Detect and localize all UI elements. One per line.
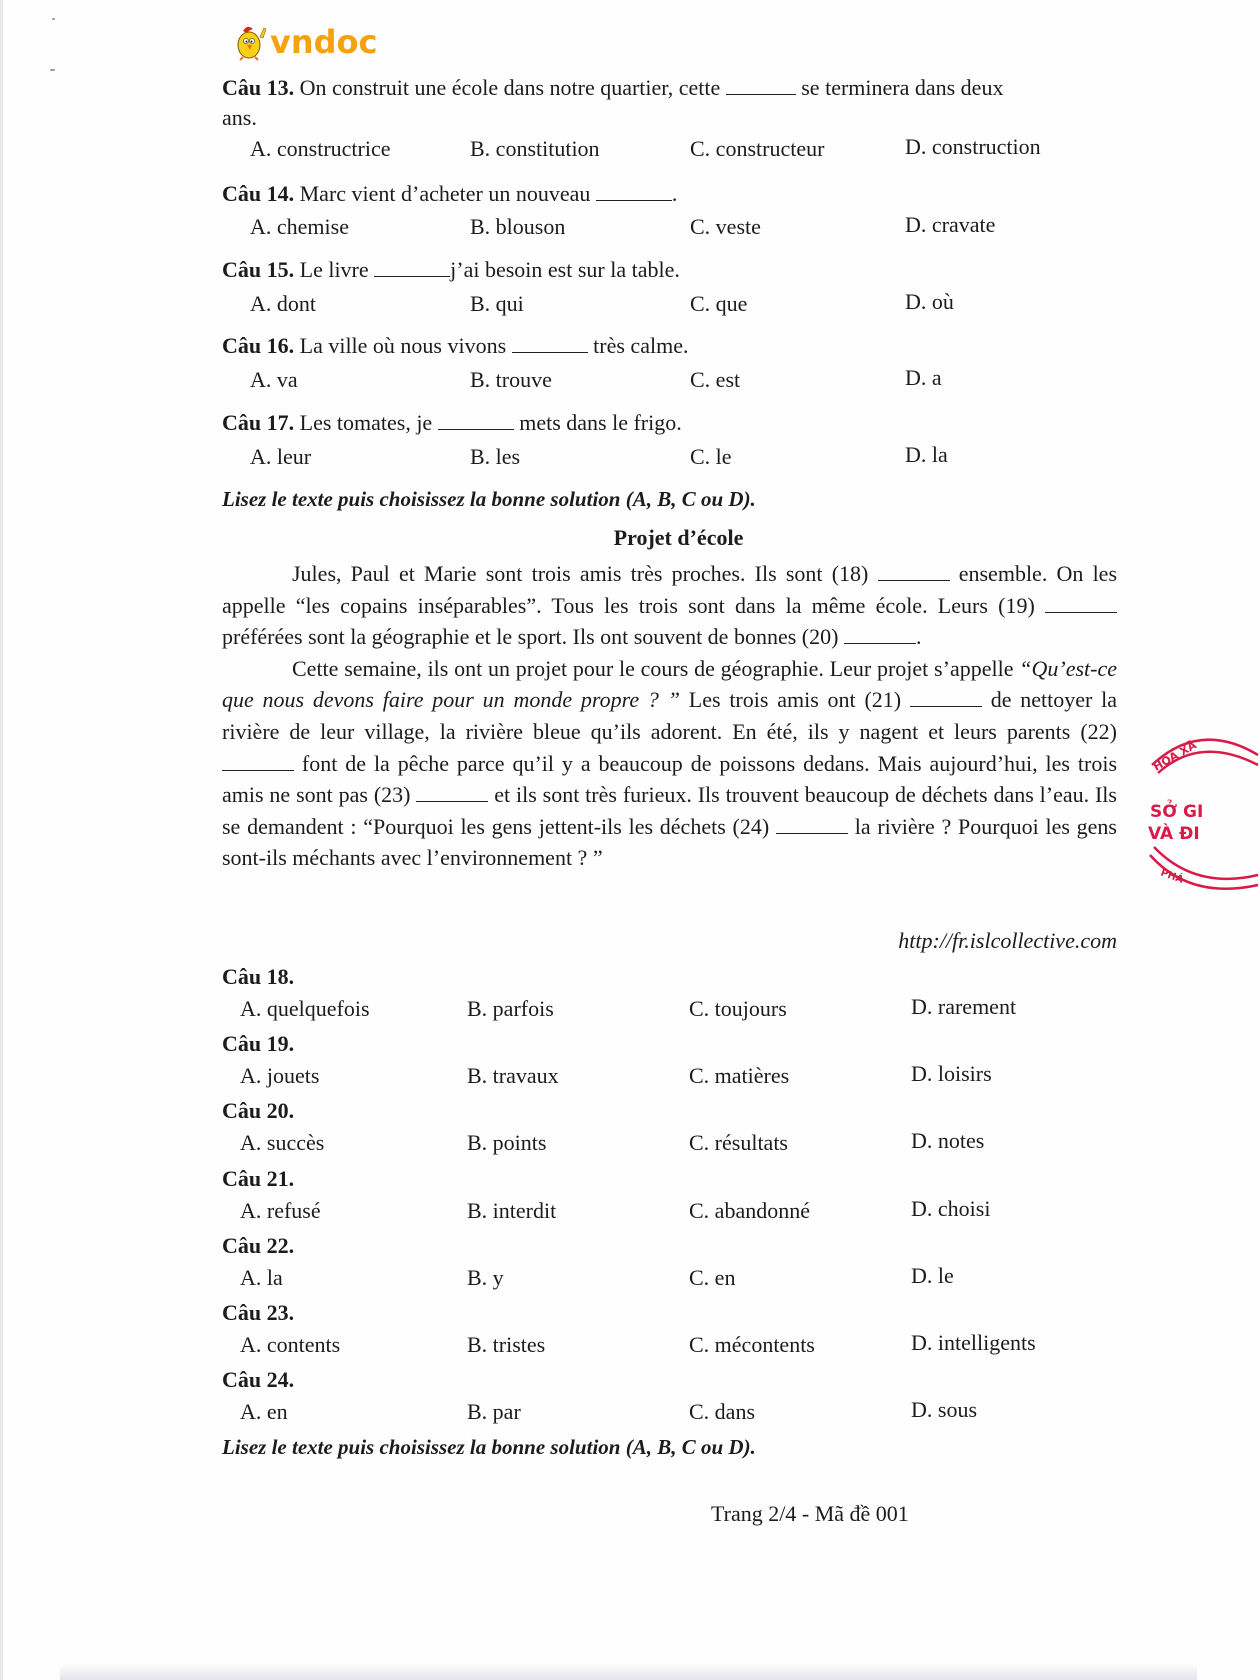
question-label: Câu 14. xyxy=(222,181,295,206)
option-d[interactable]: D. choisi xyxy=(911,1195,991,1221)
answer-blank xyxy=(374,258,450,277)
blank-18 xyxy=(878,562,950,581)
scan-speck xyxy=(52,18,55,20)
project-title-quote: “Qu’est-ce que nous devons faire pour un monde propre ? ” xyxy=(222,655,1117,713)
option-b[interactable]: B. blouson xyxy=(470,214,566,239)
answer-blank xyxy=(596,182,672,201)
reading-instruction-2: Lisez le texte puis choisissez la bonne solution (A, B, C ou D). xyxy=(222,1435,756,1459)
question-13 xyxy=(222,75,1003,101)
passage-segment: . xyxy=(915,624,922,650)
option-a[interactable]: A. constructrice xyxy=(250,136,391,161)
passage-segment: préférées sont la géographie et le sport. Ils ont souvent de bonnes (20) xyxy=(222,624,839,650)
question-13-continuation: ans. xyxy=(222,105,257,130)
passage-segment: et ils sont très furieux. Ils trouvent beaucoup de déchets dans l’eau. Ils se demandent : “Pourquoi les gens jettent-ils les déchets (24) xyxy=(222,782,1117,839)
question-label: Câu 17. xyxy=(222,410,295,435)
question-label: Câu 18. xyxy=(222,964,295,989)
stamp-text-top: HÒA XÃ xyxy=(1151,738,1199,774)
passage-paragraph-1 xyxy=(222,558,1117,653)
question-label: Câu 13. xyxy=(222,75,295,100)
question-16 xyxy=(222,333,688,359)
option-a[interactable]: A. chemise xyxy=(250,214,349,239)
option-d[interactable]: D. intelligents xyxy=(911,1330,1036,1355)
option-a[interactable]: A. refusé xyxy=(240,1197,321,1223)
option-c[interactable]: C. constructeur xyxy=(690,136,825,161)
option-d[interactable]: D. le xyxy=(911,1262,954,1288)
stamp-text-mid-1: SỞ GI xyxy=(1150,802,1204,822)
option-c[interactable]: C. le xyxy=(690,444,732,469)
question-text: très calme. xyxy=(593,333,689,358)
passage-segment: font de la pêche parce qu’il y a beaucoup de poissons dedans. Mais aujourd’hui, les trois amis ne sont pas (23) xyxy=(222,750,1118,808)
reading-instruction: Lisez le texte puis choisissez la bonne solution (A, B, C ou D). xyxy=(222,487,756,511)
blank-23 xyxy=(416,783,488,802)
stamp-text-mid-2: VÀ ĐI xyxy=(1148,824,1200,844)
passage-segment: de nettoyer la rivière de leur village, la rivière bleue qu’ils adorent. En été, ils y nagent et leurs parents (22) xyxy=(222,687,1118,744)
passage-title: Projet d’école xyxy=(613,525,744,550)
option-b[interactable]: B. points xyxy=(467,1130,547,1156)
option-a[interactable]: A. la xyxy=(240,1264,283,1290)
option-d[interactable]: D. sous xyxy=(911,1397,978,1423)
passage-text xyxy=(222,558,1117,874)
option-d[interactable]: D. construction xyxy=(905,134,1041,159)
option-b[interactable]: B. qui xyxy=(470,291,524,316)
passage-segment: Les trois amis ont (21) xyxy=(688,687,902,713)
question-label: Câu 22. xyxy=(222,1232,295,1258)
scan-shadow xyxy=(60,1664,1197,1680)
option-c[interactable]: C. veste xyxy=(690,214,761,239)
question-text: mets dans le frigo. xyxy=(519,410,682,435)
answer-blank xyxy=(438,411,514,430)
option-a[interactable]: A. va xyxy=(250,367,298,392)
option-a[interactable]: A. en xyxy=(240,1399,288,1425)
question-text: . xyxy=(671,181,678,206)
option-b[interactable]: B. tristes xyxy=(467,1332,546,1357)
option-c[interactable]: C. est xyxy=(690,367,741,392)
option-a[interactable]: A. succès xyxy=(240,1130,325,1156)
passage-paragraph-2 xyxy=(222,653,1117,874)
option-c[interactable]: C. en xyxy=(689,1264,736,1290)
question-label: Câu 15. xyxy=(222,257,295,282)
passage-segment: Jules, Paul et Marie sont trois amis très proches. Ils sont (18) xyxy=(292,561,869,586)
option-a[interactable]: A. leur xyxy=(250,444,312,469)
option-d[interactable]: D. rarement xyxy=(911,994,1017,1019)
option-d[interactable]: D. a xyxy=(905,365,942,390)
option-c[interactable]: C. toujours xyxy=(689,996,787,1021)
option-d[interactable]: D. cravate xyxy=(905,212,996,237)
question-label: Câu 16. xyxy=(222,333,295,358)
option-c[interactable]: C. matières xyxy=(689,1063,790,1089)
blank-20 xyxy=(844,625,916,644)
source-link[interactable]: http://fr.islcollective.com xyxy=(898,928,1117,953)
option-a[interactable]: A. quelquefois xyxy=(240,996,370,1021)
question-text: Marc vient d’acheter un nouveau xyxy=(299,181,591,206)
question-text: j’ai besoin est sur la table. xyxy=(450,257,680,282)
chick-mascot-icon xyxy=(234,23,268,61)
passage-segment: la rivière ? Pourquoi les gens sont-ils méchants avec l’environnement ? ” xyxy=(222,813,1117,871)
blank-19 xyxy=(1045,594,1117,613)
option-d[interactable]: D. la xyxy=(905,442,948,467)
option-c[interactable]: C. résultats xyxy=(689,1130,788,1156)
option-d[interactable]: D. notes xyxy=(911,1128,985,1154)
question-text: Les tomates, je xyxy=(299,410,433,435)
question-label: Câu 21. xyxy=(222,1165,295,1191)
passage-segment: ensemble. On les appelle “les copains inséparables”. Tous les trois sont dans la même école. Leurs (19) xyxy=(222,561,1118,618)
option-b[interactable]: B. constitution xyxy=(470,136,600,161)
option-b[interactable]: B. trouve xyxy=(470,367,552,392)
option-c[interactable]: C. dans xyxy=(689,1399,755,1425)
question-label: Câu 20. xyxy=(222,1098,295,1124)
question-17 xyxy=(222,410,682,436)
option-b[interactable]: B. par xyxy=(467,1399,521,1425)
question-label: Câu 23. xyxy=(222,1300,295,1325)
question-text: se terminera dans deux xyxy=(801,75,1004,100)
answer-blank xyxy=(726,76,796,95)
option-b[interactable]: B. travaux xyxy=(467,1063,559,1089)
question-label: Câu 19. xyxy=(222,1031,295,1057)
option-d[interactable]: D. loisirs xyxy=(911,1061,992,1087)
question-label: Câu 24. xyxy=(222,1367,295,1393)
vndoc-logo xyxy=(234,22,378,62)
official-stamp xyxy=(1140,725,1260,905)
logo-wordmark: vndoc xyxy=(270,23,378,61)
question-text: Le livre xyxy=(299,257,369,282)
option-d[interactable]: D. où xyxy=(905,289,954,314)
blank-21 xyxy=(910,688,982,707)
blank-22 xyxy=(222,752,294,771)
scan-speck xyxy=(50,69,55,71)
question-14 xyxy=(222,181,677,207)
option-a[interactable]: A. jouets xyxy=(240,1063,320,1089)
question-text: On construit une école dans notre quartier, cette xyxy=(299,75,721,100)
option-a[interactable]: A. contents xyxy=(240,1332,341,1357)
option-c[interactable]: C. abandonné xyxy=(689,1197,810,1223)
passage-segment: Cette semaine, ils ont un projet pour le cours de géographie. Leur projet s’appelle xyxy=(292,655,1014,681)
stamp-text-bottom: PHÁ xyxy=(1158,867,1185,886)
option-b[interactable]: B. parfois xyxy=(467,996,554,1021)
option-a[interactable]: A. dont xyxy=(250,291,316,316)
answer-blank xyxy=(512,334,588,353)
question-15 xyxy=(222,257,680,283)
option-b[interactable]: B. y xyxy=(467,1264,504,1290)
page-footer: Trang 2/4 - Mã đề 001 xyxy=(711,1501,909,1526)
blank-24 xyxy=(776,815,848,834)
option-c[interactable]: C. mécontents xyxy=(689,1332,815,1357)
option-b[interactable]: B. les xyxy=(470,444,521,469)
question-text: La ville où nous vivons xyxy=(299,333,507,358)
page-edge xyxy=(0,0,3,1680)
option-c[interactable]: C. que xyxy=(690,291,748,316)
option-b[interactable]: B. interdit xyxy=(467,1197,557,1223)
